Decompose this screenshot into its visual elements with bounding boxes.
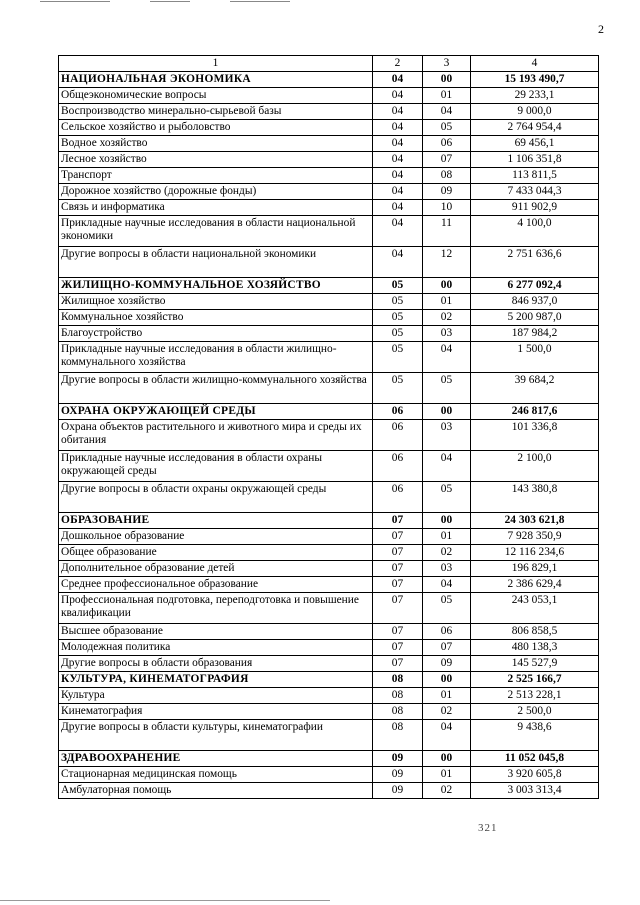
row-section-code-cell: 07 [373,513,423,529]
section-row [59,404,599,420]
row-section-code-cell: 05 [373,373,423,404]
row-amount-cell: 11 052 045,8 [471,751,599,767]
row-subsection-code-cell: 06 [423,136,471,152]
row-section-code-cell: 07 [373,529,423,545]
row-amount-cell: 243 053,1 [471,593,599,624]
row-name-cell: Прикладные научные исследования в области национальной экономики [59,216,373,247]
table-row [59,184,599,200]
row-name-cell: Воспроизводство минерально-сырьевой базы [59,104,373,120]
row-subsection-code-cell: 07 [423,152,471,168]
row-name-cell: Культура [59,688,373,704]
row-amount-cell: 29 233,1 [471,88,599,104]
row-section-code-cell: 06 [373,451,423,482]
table-row [59,545,599,561]
row-name-cell: Общее образование [59,545,373,561]
row-section-code-cell: 08 [373,720,423,751]
table-body [59,72,599,799]
row-name-cell: Жилищное хозяйство [59,294,373,310]
row-name-cell: Благоустройство [59,326,373,342]
table-row [59,420,599,451]
row-name-cell: Кинематография [59,704,373,720]
row-name-cell: Высшее образование [59,624,373,640]
row-name-cell: ОХРАНА ОКРУЖАЮЩЕЙ СРЕДЫ [59,404,373,420]
row-amount-cell: 846 937,0 [471,294,599,310]
table-row [59,120,599,136]
row-section-code-cell: 06 [373,420,423,451]
section-row [59,72,599,88]
row-amount-cell: 7 928 350,9 [471,529,599,545]
table-row [59,373,599,404]
row-subsection-code-cell: 04 [423,720,471,751]
table-row [59,326,599,342]
table-row [59,294,599,310]
row-amount-cell: 806 858,5 [471,624,599,640]
row-section-code-cell: 06 [373,404,423,420]
row-section-code-cell: 06 [373,482,423,513]
table-row [59,529,599,545]
row-subsection-code-cell: 02 [423,783,471,799]
row-amount-cell: 1 106 351,8 [471,152,599,168]
row-name-cell: ОБРАЗОВАНИЕ [59,513,373,529]
row-name-cell: Другие вопросы в области охраны окружающей среды [59,482,373,513]
row-section-code-cell: 04 [373,168,423,184]
row-subsection-code-cell: 04 [423,342,471,373]
row-subsection-code-cell: 01 [423,529,471,545]
row-amount-cell: 3 920 605,8 [471,767,599,783]
row-name-cell: КУЛЬТУРА, КИНЕМАТОГРАФИЯ [59,672,373,688]
row-name-cell: Коммунальное хозяйство [59,310,373,326]
row-section-code-cell: 04 [373,247,423,278]
row-section-code-cell: 08 [373,672,423,688]
table-row [59,767,599,783]
table-row [59,720,599,751]
row-subsection-code-cell: 04 [423,577,471,593]
row-subsection-code-cell: 03 [423,326,471,342]
row-subsection-code-cell: 00 [423,513,471,529]
row-amount-cell: 2 386 629,4 [471,577,599,593]
table-row [59,104,599,120]
row-amount-cell: 1 500,0 [471,342,599,373]
row-name-cell: Другие вопросы в области жилищно-коммунального хозяйства [59,373,373,404]
row-name-cell: Дорожное хозяйство (дорожные фонды) [59,184,373,200]
table-row [59,247,599,278]
row-section-code-cell: 08 [373,704,423,720]
row-amount-cell: 4 100,0 [471,216,599,247]
row-name-cell: НАЦИОНАЛЬНАЯ ЭКОНОМИКА [59,72,373,88]
row-section-code-cell: 04 [373,72,423,88]
row-subsection-code-cell: 03 [423,561,471,577]
section-row [59,513,599,529]
row-section-code-cell: 07 [373,577,423,593]
table-row [59,593,599,624]
row-amount-cell: 15 193 490,7 [471,72,599,88]
row-section-code-cell: 08 [373,688,423,704]
table-row [59,624,599,640]
table-row [59,451,599,482]
row-subsection-code-cell: 05 [423,593,471,624]
row-section-code-cell: 07 [373,656,423,672]
page-number: 2 [598,22,604,36]
row-section-code-cell: 04 [373,88,423,104]
table-row [59,342,599,373]
row-section-code-cell: 09 [373,751,423,767]
row-section-code-cell: 07 [373,640,423,656]
table-row [59,656,599,672]
section-row [59,672,599,688]
row-subsection-code-cell: 03 [423,420,471,451]
row-amount-cell: 480 138,3 [471,640,599,656]
row-subsection-code-cell: 01 [423,767,471,783]
row-section-code-cell: 07 [373,561,423,577]
table-row [59,482,599,513]
row-section-code-cell: 05 [373,294,423,310]
row-subsection-code-cell: 00 [423,672,471,688]
row-amount-cell: 6 277 092,4 [471,278,599,294]
row-name-cell: Связь и информатика [59,200,373,216]
row-amount-cell: 2 500,0 [471,704,599,720]
row-amount-cell: 69 456,1 [471,136,599,152]
row-subsection-code-cell: 05 [423,482,471,513]
row-name-cell: Стационарная медицинская помощь [59,767,373,783]
row-amount-cell: 3 003 313,4 [471,783,599,799]
row-amount-cell: 7 433 044,3 [471,184,599,200]
row-section-code-cell: 04 [373,200,423,216]
row-amount-cell: 5 200 987,0 [471,310,599,326]
row-subsection-code-cell: 12 [423,247,471,278]
row-section-code-cell: 04 [373,120,423,136]
section-row [59,278,599,294]
row-subsection-code-cell: 06 [423,624,471,640]
row-name-cell: Прикладные научные исследования в области охраны окружающей среды [59,451,373,482]
row-name-cell: Охрана объектов растительного и животного мира и среды их обитания [59,420,373,451]
row-section-code-cell: 05 [373,342,423,373]
row-amount-cell: 24 303 621,8 [471,513,599,529]
row-section-code-cell: 04 [373,184,423,200]
row-subsection-code-cell: 07 [423,640,471,656]
row-subsection-code-cell: 00 [423,751,471,767]
row-amount-cell: 246 817,6 [471,404,599,420]
header-col-4: 4 [471,56,599,72]
row-subsection-code-cell: 02 [423,704,471,720]
header-col-2: 2 [373,56,423,72]
row-amount-cell: 12 116 234,6 [471,545,599,561]
row-amount-cell: 9 000,0 [471,104,599,120]
row-subsection-code-cell: 09 [423,184,471,200]
table-row [59,577,599,593]
row-name-cell: Транспорт [59,168,373,184]
row-subsection-code-cell: 05 [423,373,471,404]
row-name-cell: Общеэкономические вопросы [59,88,373,104]
row-name-cell: ЗДРАВООХРАНЕНИЕ [59,751,373,767]
row-amount-cell: 187 984,2 [471,326,599,342]
row-amount-cell: 911 902,9 [471,200,599,216]
row-name-cell: Лесное хозяйство [59,152,373,168]
row-amount-cell: 196 829,1 [471,561,599,577]
row-section-code-cell: 09 [373,767,423,783]
footer-handwritten-mark: 321 [478,822,498,834]
budget-table [58,55,599,799]
row-subsection-code-cell: 08 [423,168,471,184]
row-section-code-cell: 07 [373,593,423,624]
row-section-code-cell: 07 [373,624,423,640]
row-name-cell: Профессиональная подготовка, переподготовка и повышение квалификации [59,593,373,624]
row-name-cell: Другие вопросы в области национальной экономики [59,247,373,278]
row-subsection-code-cell: 04 [423,104,471,120]
row-subsection-code-cell: 05 [423,120,471,136]
row-amount-cell: 2 513 228,1 [471,688,599,704]
row-section-code-cell: 05 [373,310,423,326]
row-subsection-code-cell: 04 [423,451,471,482]
table-row [59,200,599,216]
row-name-cell: Сельское хозяйство и рыболовство [59,120,373,136]
row-subsection-code-cell: 01 [423,294,471,310]
row-subsection-code-cell: 10 [423,200,471,216]
row-section-code-cell: 05 [373,326,423,342]
row-amount-cell: 2 100,0 [471,451,599,482]
row-subsection-code-cell: 01 [423,88,471,104]
row-name-cell: Водное хозяйство [59,136,373,152]
row-name-cell: Амбулаторная помощь [59,783,373,799]
row-subsection-code-cell: 00 [423,404,471,420]
row-name-cell: ЖИЛИЩНО-КОММУНАЛЬНОЕ ХОЗЯЙСТВО [59,278,373,294]
table-row [59,168,599,184]
row-amount-cell: 101 336,8 [471,420,599,451]
table-header-row [59,56,599,72]
top-scan-marks [40,0,300,4]
row-section-code-cell: 04 [373,216,423,247]
row-subsection-code-cell: 01 [423,688,471,704]
row-subsection-code-cell: 09 [423,656,471,672]
row-amount-cell: 2 525 166,7 [471,672,599,688]
table-row [59,783,599,799]
row-section-code-cell: 04 [373,152,423,168]
row-section-code-cell: 07 [373,545,423,561]
row-subsection-code-cell: 11 [423,216,471,247]
row-name-cell: Дополнительное образование детей [59,561,373,577]
row-section-code-cell: 04 [373,136,423,152]
row-amount-cell: 2 751 636,6 [471,247,599,278]
table-row [59,704,599,720]
row-subsection-code-cell: 02 [423,545,471,561]
row-subsection-code-cell: 00 [423,278,471,294]
table-row [59,310,599,326]
row-amount-cell: 145 527,9 [471,656,599,672]
row-amount-cell: 2 764 954,4 [471,120,599,136]
section-row [59,751,599,767]
row-name-cell: Дошкольное образование [59,529,373,545]
row-amount-cell: 143 380,8 [471,482,599,513]
row-section-code-cell: 05 [373,278,423,294]
row-section-code-cell: 09 [373,783,423,799]
header-col-3: 3 [423,56,471,72]
header-col-1: 1 [59,56,373,72]
row-name-cell: Прикладные научные исследования в области жилищно- коммунального хозяйства [59,342,373,373]
table-row [59,136,599,152]
row-amount-cell: 113 811,5 [471,168,599,184]
table-row [59,640,599,656]
table-row [59,688,599,704]
row-amount-cell: 9 438,6 [471,720,599,751]
table-row [59,88,599,104]
row-section-code-cell: 04 [373,104,423,120]
table-row [59,216,599,247]
row-name-cell: Среднее профессиональное образование [59,577,373,593]
row-subsection-code-cell: 00 [423,72,471,88]
row-name-cell: Другие вопросы в области культуры, кинематографии [59,720,373,751]
table-row [59,561,599,577]
bottom-scan-line [0,900,640,901]
row-amount-cell: 39 684,2 [471,373,599,404]
table-row [59,152,599,168]
row-name-cell: Молодежная политика [59,640,373,656]
row-subsection-code-cell: 02 [423,310,471,326]
row-name-cell: Другие вопросы в области образования [59,656,373,672]
